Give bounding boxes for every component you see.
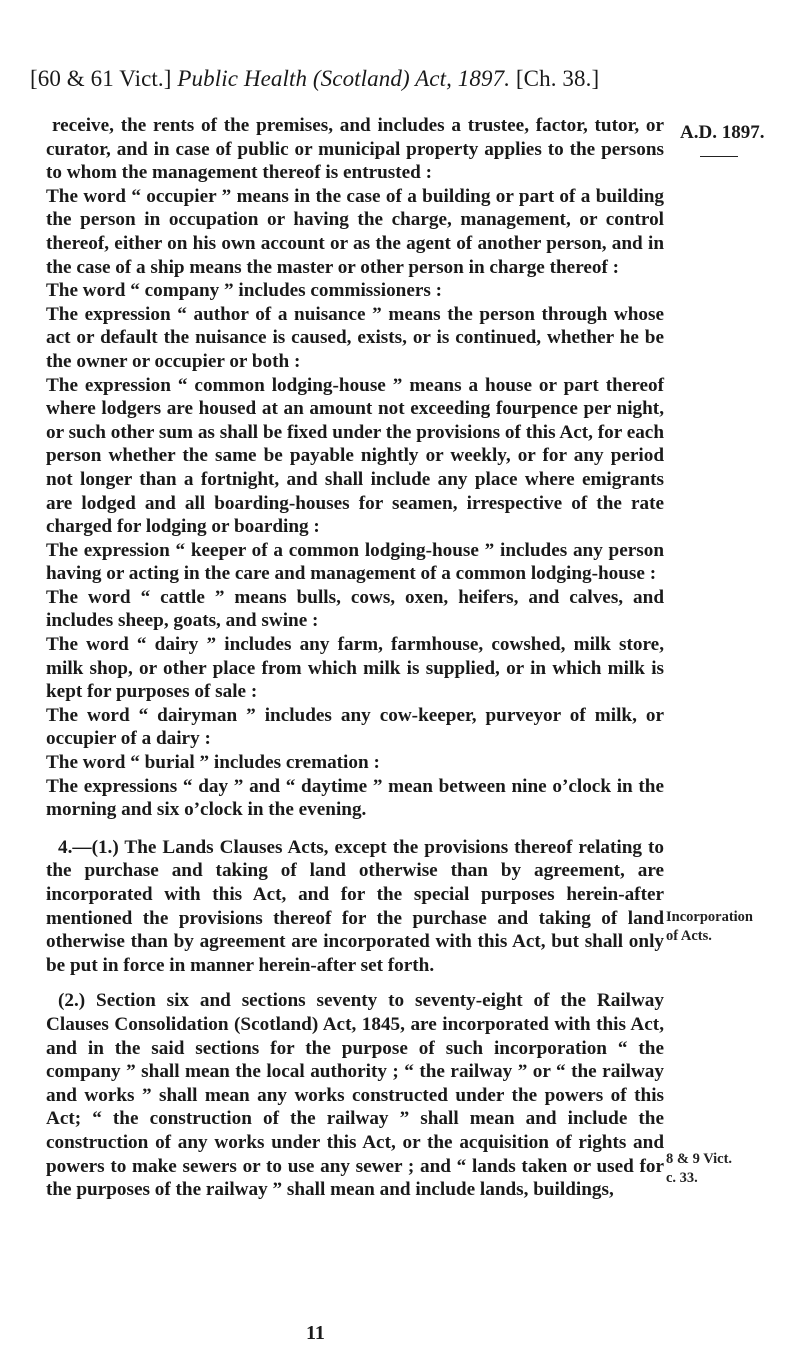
definition-keeper: The expression “ keeper of a common lodging-house ” includes any person having or acting in the care and management of a common lodging-house : [46, 539, 664, 585]
paragraph: receive, the rents of the premises, and includes a trustee, factor, tutor, or curator, and in case of public or municipal property applies to the persons to whom the management thereof is entrusted : [46, 115, 664, 184]
definition-cattle: The word “ cattle ” means bulls, cows, oxen, heifers, and calves, and includes sheep, goats, and swine : [46, 586, 664, 632]
margin-note-line: c. 33. [666, 1170, 698, 1186]
running-head [30, 66, 790, 92]
definition-day: The expressions “ day ” and “ daytime ” mean between nine o’clock in the morning and six o’clock in the evening. [46, 775, 664, 821]
body-text [46, 114, 664, 1202]
margin-rule [700, 156, 738, 157]
margin-note-line: Incorporation [666, 909, 753, 925]
regnal-year: [60 & 61 Vict.] [30, 66, 172, 91]
margin-year: A.D. 1897. [680, 122, 765, 143]
definition-company: The word “ company ” includes commissioners : [46, 280, 443, 302]
margin-note-incorporation [666, 908, 796, 946]
definition-burial: The word “ burial ” includes cremation : [46, 752, 380, 774]
margin-note-line: 8 & 9 Vict. [666, 1151, 733, 1167]
act-title: Public Health (Scotland) Act, 1897. [177, 66, 511, 91]
page-number: 11 [306, 1322, 325, 1344]
definition-dairyman: The word “ dairyman ” includes any cow-keeper, purveyor of milk, or occupier of a dairy : [46, 704, 664, 750]
chapter-number: [Ch. 38.] [515, 66, 600, 91]
definition-common-lodging-house: The expression “ common lodging-house ” means a house or part thereof where lodgers are housed at an amount not exceeding fourpence per night, or such other sum as shall be fixed under the provisions of this Act, for each person whether the same be payable nightly or weekly, or for any period not longer than a fortnight, and shall include any place where emigrants are lodged and all boarding-houses for seamen, irrespective of the rate charged for lodging or boarding : [46, 374, 664, 538]
definition-occupier: The word “ occupier ” means in the case of a building or part of a building the person in occupation or having the charge, management, or control thereof, either on his own account or as the agent of another person, and in the case of a ship means the master or other person in charge thereof : [46, 185, 664, 278]
definition-author-of-nuisance: The expression “ author of a nuisance ” means the person through whose act or default the nuisance is caused, exists, or is continued, whether he be the owner or occupier or both : [46, 303, 664, 372]
section-4-subsection-2: (2.) Section six and sections seventy to seventy-eight of the Railway Clauses Consolidation (Scotland) Act, 1845, are incorporated with this Act, and in the said sections for the purpose of such incorporation “ the company ” shall mean the local authority ; “ the railway ” or “ the railway and works ” shall mean any works constructed under the powers of this Act; “ the construction of the railway ” shall mean and include the construction of any works under this Act, or the acquisition of rights and powers to make sewers or to use any sewer ; and “ lands taken or used for the purposes of the railway ” shall mean and include lands, buildings, [46, 990, 664, 1201]
definition-dairy: The word “ dairy ” includes any farm, farmhouse, cowshed, milk store, milk shop, or other place from which milk is supplied, or in which milk is kept for purposes of sale : [46, 634, 664, 703]
margin-note-citation [666, 1150, 796, 1188]
section-4-subsection-1: 4.—(1.) The Lands Clauses Acts, except the provisions thereof relating to the purchase and taking of land otherwise than by agreement, are incorporated with this Act, and for the special purposes herein-after mentioned the provisions thereof for the purchase and taking of land otherwise than by agreement are incorporated with this Act, but shall only be put in force in manner herein-after set forth. [46, 836, 664, 976]
margin-note-line: of Acts. [666, 928, 712, 944]
